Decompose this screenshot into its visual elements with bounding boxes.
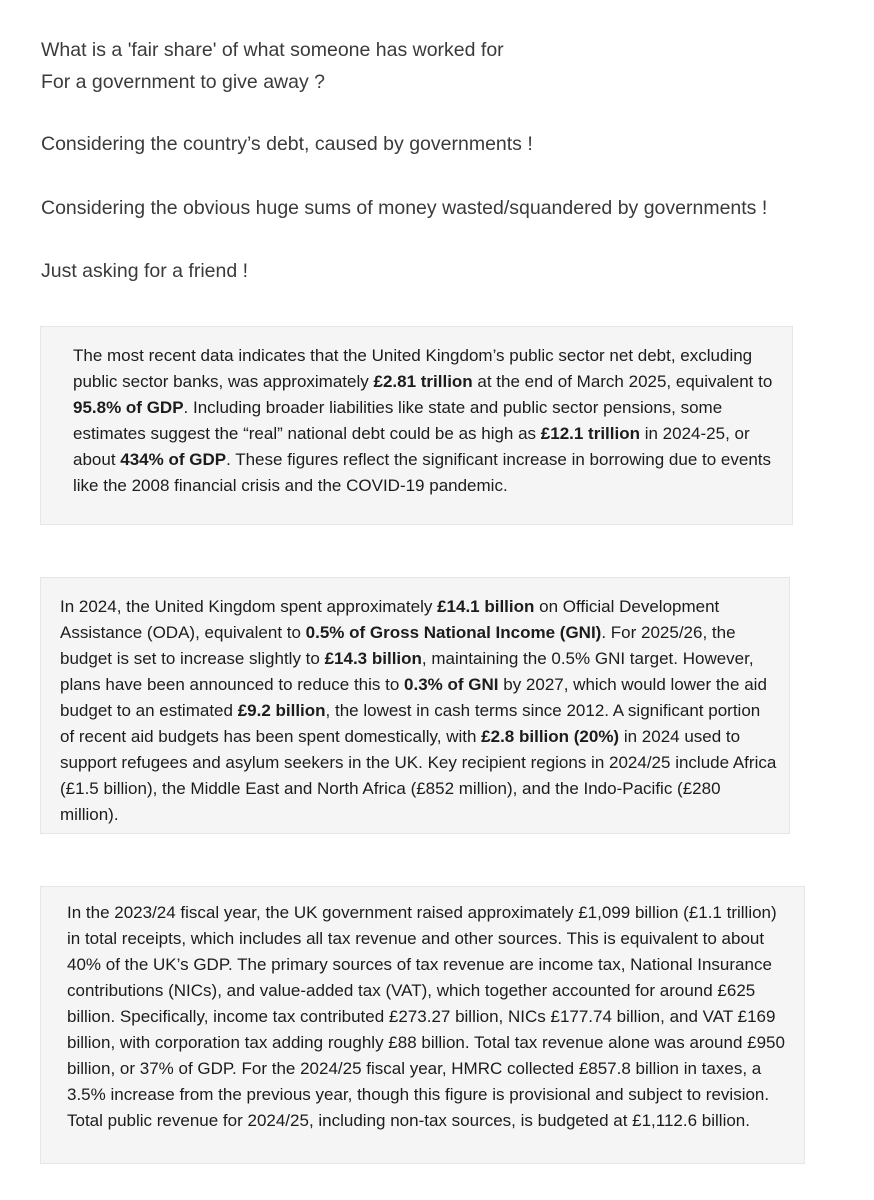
intro-line-1: What is a 'fair share' of what someone has worked for — [41, 39, 504, 61]
aid-text-1: In 2024, the United Kingdom spent approximately — [60, 597, 438, 616]
aid-text-7: in 2024 used to support refugees and asylum seekers in the UK. Key recipient regions in 2024/25 include Africa (£1.5 billion), the Middle East and North Africa (£852 million), and the Indo-Pacific (£280 million). — [60, 727, 777, 824]
intro-line-3: Considering the country’s debt, caused by governments ! — [41, 133, 533, 155]
intro-line-2: For a government to give away ? — [41, 71, 325, 93]
aid-highlight-reduced-gni: 0.3% of GNI — [404, 675, 499, 694]
intro-line-5: Just asking for a friend ! — [41, 260, 249, 282]
debt-text-1: The most recent data indicates that the United Kingdom’s public sector net debt, excluding public sector banks, was approximately — [73, 346, 753, 391]
debt-text-3: . Including broader liabilities like state and public sector pensions, some estimates suggest the “real” national debt could be as high as — [73, 398, 723, 443]
revenue-quote-box — [40, 886, 805, 1164]
debt-highlight-gdp-ratio: 95.8% of GDP — [73, 398, 184, 417]
debt-highlight-real-debt: £12.1 trillion — [540, 424, 640, 443]
aid-highlight-domestic-spend: £2.8 billion (20%) — [481, 727, 620, 746]
aid-text-6: , the lowest in cash terms since 2012. A significant portion of recent aid budgets has been spent domestically, with — [60, 701, 761, 746]
debt-paragraph — [73, 343, 778, 499]
aid-highlight-gni: 0.5% of Gross National Income (GNI) — [305, 623, 602, 642]
aid-highlight-2025-budget: £14.3 billion — [324, 649, 422, 668]
aid-text-2: on Official Development Assistance (ODA), equivalent to — [60, 597, 720, 642]
aid-quote-box — [40, 577, 790, 834]
aid-paragraph — [60, 594, 777, 828]
debt-highlight-net-debt: £2.81 trillion — [373, 372, 473, 391]
debt-quote-box — [40, 326, 793, 525]
intro-line-4: Considering the obvious huge sums of money wasted/squandered by governments ! — [41, 197, 768, 219]
debt-text-2: at the end of March 2025, equivalent to — [472, 372, 773, 391]
revenue-paragraph: In the 2023/24 fiscal year, the UK government raised approximately £1,099 billion (£1.1 trillion) in total receipts, which includes all tax revenue and other sources. This is equivalent to about 40% of the UK’s GDP. The primary sources of tax revenue are income tax, National Insurance contributions (NICs), and value-added tax (VAT), which together accounted for around £625 billion. Specifically, income tax contributed £273.27 billion, NICs £177.74 billion, and VAT £169 billion, with corporation tax adding roughly £88 billion. Total tax revenue alone was around £950 billion, or 37% of GDP. For the 2024/25 fiscal year, HMRC collected £857.8 billion in taxes, a 3.5% increase from the previous year, though this figure is provisional and subject to revision. Total public revenue for 2024/25, including non-tax sources, is budgeted at £1,112.6 billion. — [67, 903, 785, 1130]
debt-text-4: in 2024-25, or about — [73, 424, 750, 469]
aid-highlight-oda: £14.1 billion — [437, 597, 535, 616]
aid-text-3: . For 2025/26, the budget is set to increase slightly to — [60, 623, 736, 668]
debt-highlight-real-gdp-ratio: 434% of GDP — [120, 450, 227, 469]
aid-text-5: by 2027, which would lower the aid budget to an estimated — [60, 675, 767, 720]
aid-text-4: , maintaining the 0.5% GNI target. However, plans have been announced to reduce this to — [60, 649, 754, 694]
aid-highlight-reduced-budget: £9.2 billion — [237, 701, 326, 720]
debt-text-5: . These figures reflect the significant increase in borrowing due to events like the 2008 financial crisis and the COVID-19 pandemic. — [73, 450, 772, 495]
